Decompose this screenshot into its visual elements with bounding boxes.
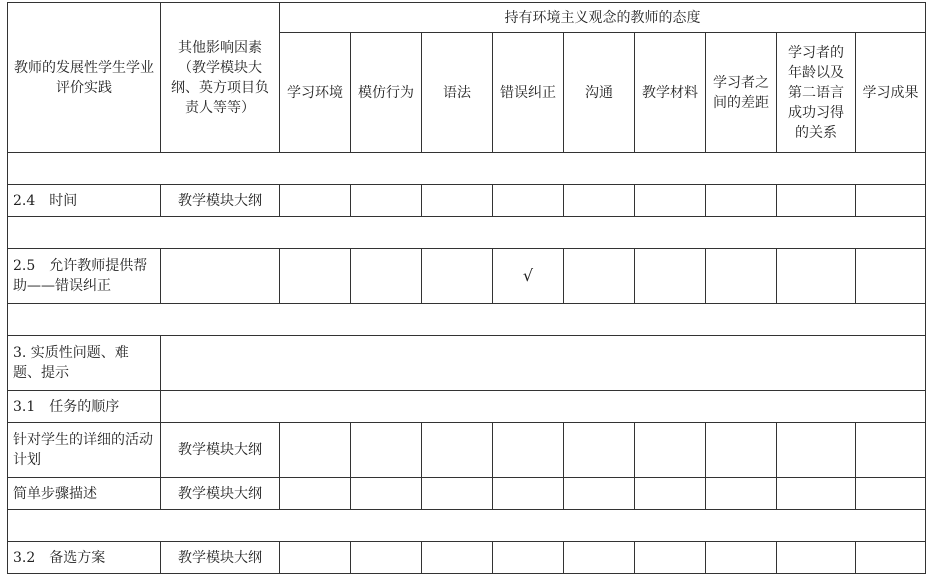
attitude-cell [856,478,926,510]
section-empty-cell [161,336,926,391]
header-col-imitation: 模仿行为 [351,33,422,153]
header-attitude-title: 持有环境主义观念的教师的态度 [280,3,926,33]
attitude-cell [856,423,926,478]
attitude-cell [706,542,777,574]
attitude-cell [351,423,422,478]
header-col-materials: 教学材料 [635,33,706,153]
attitude-cell [777,185,856,217]
attitude-cell [564,249,635,304]
factor-cell [161,249,280,304]
factor-cell: 教学模块大纲 [161,542,280,574]
attitude-cell [635,423,706,478]
attitude-cell [635,185,706,217]
attitude-cell [280,542,351,574]
blank-cell [8,153,926,185]
section-empty-cell [161,391,926,423]
section-row [8,336,926,391]
table-row [8,249,926,304]
section-label: 3.1 任务的顺序 [8,391,161,423]
section-row [8,391,926,423]
attitude-cell [706,478,777,510]
attitude-cell [422,249,493,304]
attitude-cell [777,542,856,574]
blank-row [8,304,926,336]
header-col-learning-environment: 学习环境 [280,33,351,153]
factor-cell: 教学模块大纲 [161,478,280,510]
attitude-cell [635,249,706,304]
attitude-cell [706,249,777,304]
blank-cell [8,510,926,542]
section-label: 3. 实质性问题、难题、提示 [8,336,161,391]
attitude-cell [706,423,777,478]
table-row [8,478,926,510]
header-row-top [8,3,926,33]
header-col-outcomes: 学习成果 [856,33,926,153]
header-col-grammar: 语法 [422,33,493,153]
table-row [8,185,926,217]
attitude-cell [351,185,422,217]
attitude-cell [777,478,856,510]
attitude-cell [280,478,351,510]
practice-label: 3.2 备选方案 [8,542,161,574]
attitude-cell [635,542,706,574]
attitude-cell [564,185,635,217]
table-row [8,542,926,574]
attitude-cell [777,423,856,478]
attitude-cell [493,542,564,574]
attitude-cell [564,542,635,574]
attitude-cell [777,249,856,304]
attitude-cell [564,478,635,510]
attitude-cell [706,185,777,217]
attitude-cell [351,249,422,304]
attitude-cell [493,423,564,478]
attitude-cell [422,478,493,510]
attitude-cell [422,423,493,478]
attitude-cell [280,423,351,478]
header-practice: 教师的发展性学生学业评价实践 [8,3,161,153]
practice-label: 针对学生的详细的活动计划 [8,423,161,478]
practice-label: 简单步骤描述 [8,478,161,510]
practice-label: 2.4 时间 [8,185,161,217]
header-col-learner-gap: 学习者之间的差距 [706,33,777,153]
attitude-cell [493,185,564,217]
factor-cell: 教学模块大纲 [161,423,280,478]
header-col-communication: 沟通 [564,33,635,153]
factor-cell: 教学模块大纲 [161,185,280,217]
evaluation-table [7,2,926,574]
table-row [8,423,926,478]
header-col-age-sla: 学习者的年龄以及第二语言成功习得的关系 [777,33,856,153]
attitude-cell [422,542,493,574]
attitude-cell [280,249,351,304]
blank-cell [8,217,926,249]
blank-row [8,153,926,185]
check-mark-cell: √ [493,249,564,304]
practice-label: 2.5 允许教师提供帮助——错误纠正 [8,249,161,304]
blank-cell [8,304,926,336]
attitude-cell [351,478,422,510]
attitude-cell [856,185,926,217]
attitude-cell [351,542,422,574]
attitude-cell [564,423,635,478]
header-col-error-correction: 错误纠正 [493,33,564,153]
attitude-cell [856,249,926,304]
attitude-cell [280,185,351,217]
header-other-factors: 其他影响因素（教学模块大纲、英方项目负责人等等） [161,3,280,153]
attitude-cell [493,478,564,510]
attitude-cell [422,185,493,217]
attitude-cell [856,542,926,574]
blank-row [8,510,926,542]
attitude-cell [635,478,706,510]
blank-row [8,217,926,249]
